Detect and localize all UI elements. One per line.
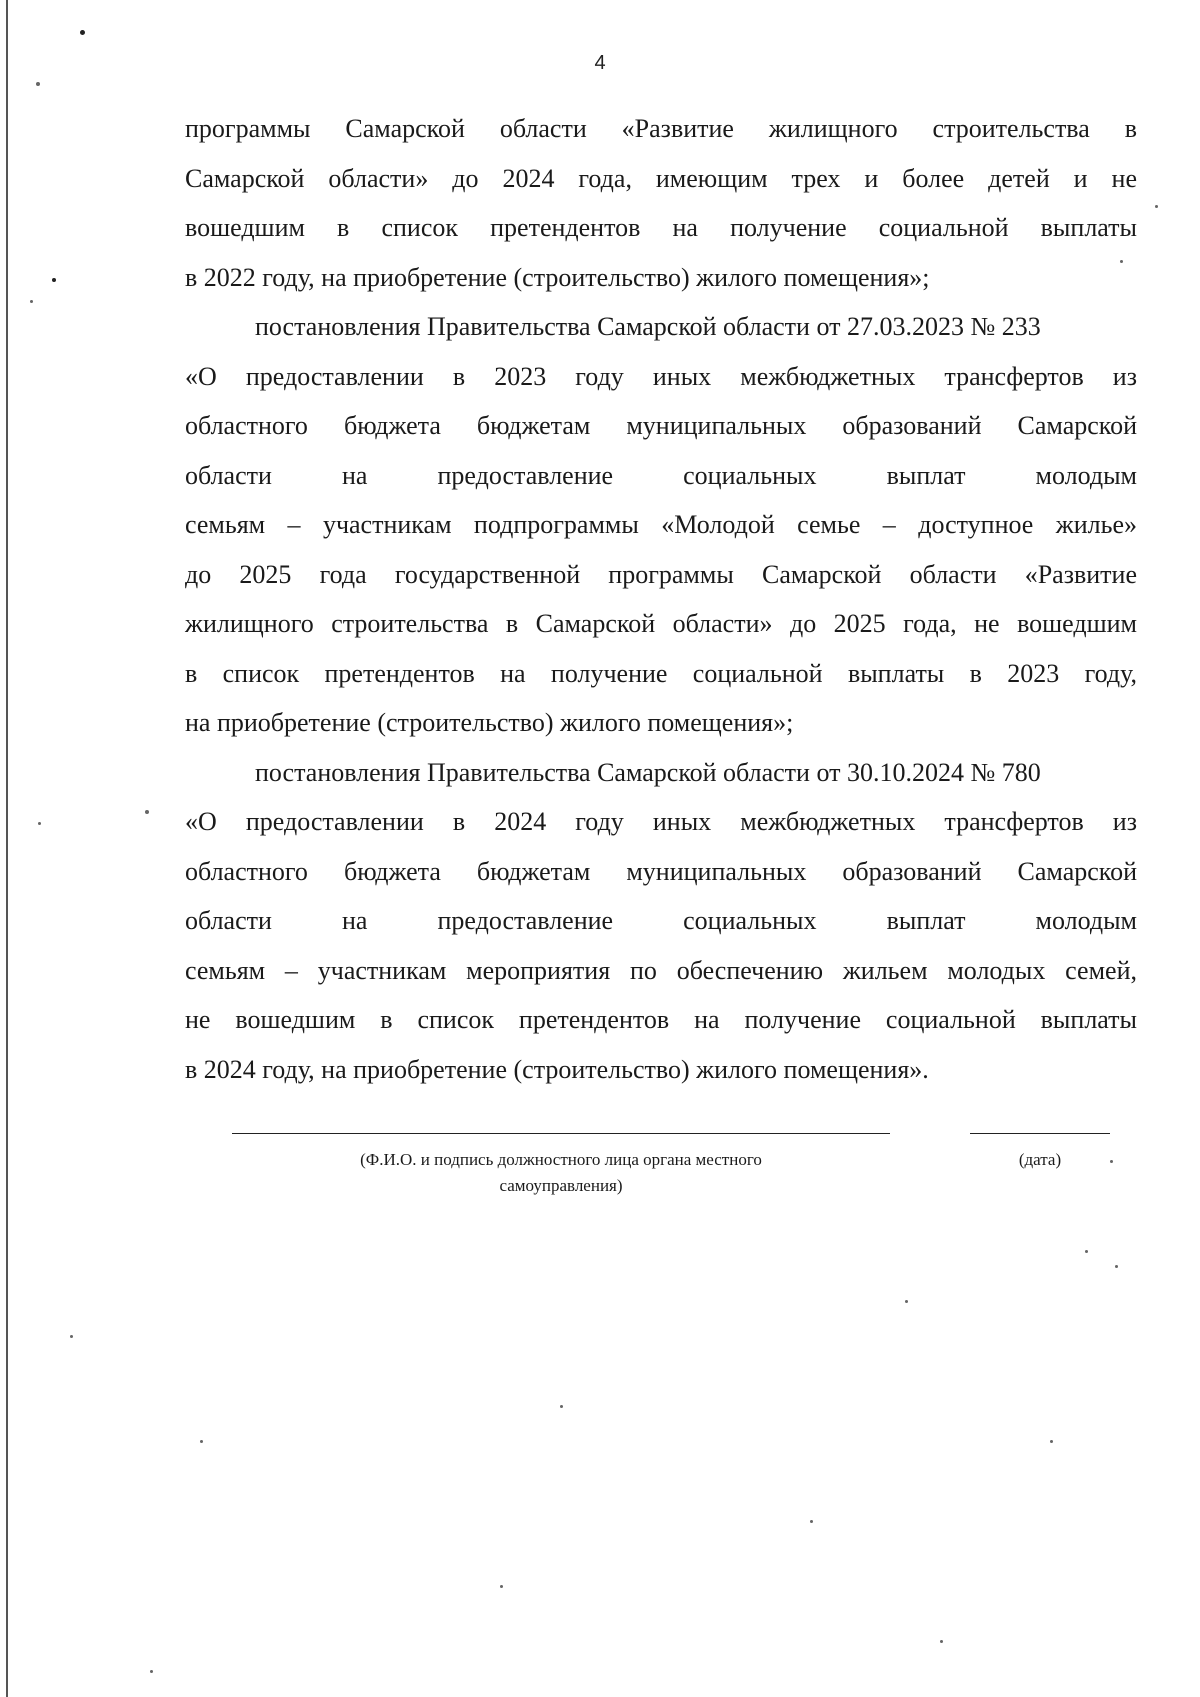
text-line: «О предоставлении в 2023 году иных межбюджетных трансфертов из (185, 361, 1137, 391)
scan-speck (500, 1585, 503, 1588)
signature-name-caption-line: самоуправления) (499, 1176, 623, 1195)
scan-speck (30, 300, 33, 303)
scan-speck (52, 278, 56, 282)
text-line: в список претендентов на получение социальной выплаты в 2023 году, (185, 658, 1137, 688)
scan-speck (1155, 205, 1158, 208)
scan-speck (810, 1520, 813, 1523)
text-line: на приобретение (строительство) жилого помещения»; (185, 708, 794, 737)
scan-speck (145, 810, 149, 814)
page-number: 4 (594, 52, 606, 74)
text-line: семьям – участникам мероприятия по обеспечению жильем молодых семей, (185, 955, 1137, 985)
text-line: до 2025 года государственной программы Самарской области «Развитие (185, 559, 1137, 589)
scan-speck (36, 82, 40, 86)
paragraph-resolution-233 (185, 302, 1137, 748)
text-line: области на предоставление социальных выплат молодым (185, 460, 1137, 490)
document-body (185, 104, 1137, 1094)
scan-left-edge (6, 0, 8, 1697)
text-line: не вошедшим в список претендентов на получение социальной выплаты (185, 1005, 1137, 1034)
scan-speck (560, 1405, 563, 1408)
scan-speck (1120, 260, 1123, 263)
signature-name-caption (232, 1147, 890, 1199)
scan-speck (150, 1670, 153, 1673)
text-line: областного бюджета бюджетам муниципальных образований Самарской (185, 856, 1137, 886)
text-line: семьям – участникам подпрограммы «Молодой семье – доступное жилье» (185, 510, 1137, 539)
scan-speck (80, 30, 85, 35)
text-line: «О предоставлении в 2024 году иных межбюджетных трансфертов из (185, 807, 1137, 836)
text-line: Самарской области» до 2024 года, имеющим трех и более детей и не (185, 163, 1137, 193)
scan-speck (905, 1300, 908, 1303)
text-line: области на предоставление социальных выплат молодым (185, 906, 1137, 935)
scan-speck (1110, 1160, 1113, 1163)
scan-speck (200, 1440, 203, 1443)
scan-speck (70, 1335, 73, 1338)
scan-speck (1115, 1265, 1118, 1268)
text-line: в 2022 году, на приобретение (строительство) жилого помещения»; (185, 262, 930, 292)
scan-speck (1085, 1250, 1088, 1253)
text-line: в 2024 году, на приобретение (строительство) жилого помещения». (185, 1054, 929, 1084)
text-line: программы Самарской области «Развитие жилищного строительства в (185, 114, 1137, 143)
text-line: постановления Правительства Самарской области от 27.03.2023 № 233 (255, 312, 1041, 341)
signature-name-caption-line: (Ф.И.О. и подпись должностного лица органа местного (360, 1150, 762, 1169)
text-line: жилищного строительства в Самарской области» до 2025 года, не вошедшим (185, 609, 1137, 638)
paragraph-continuation (185, 104, 1137, 302)
text-line: постановления Правительства Самарской области от 30.10.2024 № 780 (255, 757, 1041, 787)
signature-name-line (232, 1133, 890, 1134)
text-line: вошедшим в список претендентов на получение социальной выплаты (185, 213, 1137, 242)
signature-date-line (970, 1133, 1110, 1134)
scan-speck (38, 822, 41, 825)
scan-speck (940, 1640, 943, 1643)
text-line: областного бюджета бюджетам муниципальных образований Самарской (185, 411, 1137, 440)
signature-date-caption: (дата) (1018, 1150, 1062, 1169)
scan-speck (1050, 1440, 1053, 1443)
paragraph-resolution-780 (185, 748, 1137, 1095)
